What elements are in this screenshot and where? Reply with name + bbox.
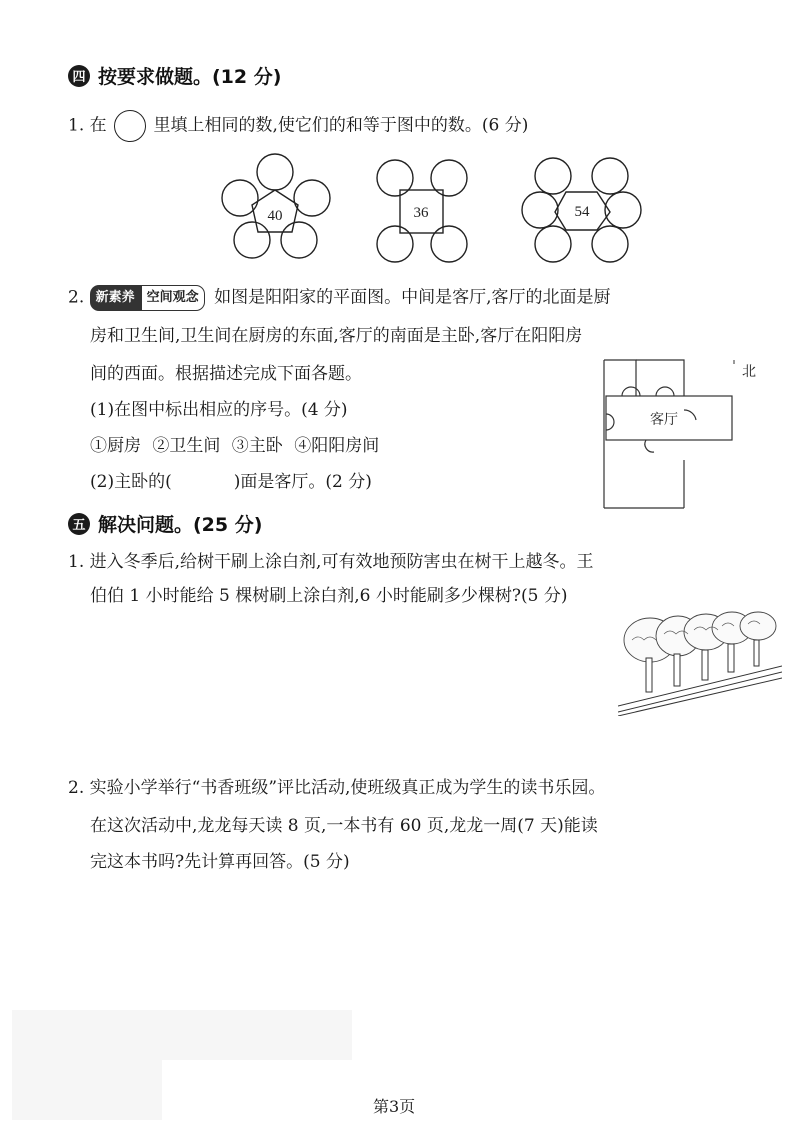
- question-4-1: [68, 110, 528, 142]
- pentagon-figure: [222, 154, 330, 258]
- question-text-before: 在: [89, 115, 107, 136]
- sub2-text-before: (2)主卧的(: [90, 472, 172, 492]
- blank-circle[interactable]: [431, 226, 467, 262]
- question-text-after: 里填上相同的数,使它们的和等于图中的数。(6 分): [153, 115, 529, 136]
- question-4-2-line2: 房和卫生间,卫生间在厨房的东面,客厅的南面是主卧,客厅在阳阳房: [90, 326, 583, 346]
- scan-shadow: [12, 1060, 162, 1120]
- scan-shadow: [12, 1010, 352, 1060]
- question-4-2-sub1: (1)在图中标出相应的序号。(4 分): [90, 400, 348, 420]
- north-label: 北: [742, 364, 756, 380]
- blank-circle[interactable]: [535, 226, 571, 262]
- living-room-label: 客厅: [650, 412, 678, 428]
- square-center-number: 36: [413, 205, 429, 221]
- blank-circle[interactable]: [592, 226, 628, 262]
- blank-circle[interactable]: [294, 180, 330, 216]
- spatial-concept-tag: 空间观念: [141, 285, 205, 311]
- section-title-text: 解决问题。(25 分): [98, 514, 263, 536]
- question-text: 进入冬季后,给树干刷上涂白剂,可有效地预防害虫在树干上越冬。王: [89, 552, 594, 572]
- blank-circle[interactable]: [281, 222, 317, 258]
- question-number: 1.: [68, 115, 85, 136]
- sub2-text-after: )面是客厅。(2 分): [233, 472, 372, 492]
- number-figures: [210, 150, 650, 270]
- blank-circle[interactable]: [234, 222, 270, 258]
- pentagon-center-number: 40: [267, 208, 283, 224]
- section-title-text: 按要求做题。(12 分): [98, 66, 282, 88]
- blank-circle[interactable]: [257, 154, 293, 190]
- question-number: 1.: [68, 552, 85, 572]
- blank-circle[interactable]: [535, 158, 571, 194]
- question-5-2-line2: 在这次活动中,龙龙每天读 8 页,一本书有 60 页,龙龙一周(7 天)能读: [90, 816, 598, 836]
- section-number-badge: 五: [68, 513, 90, 535]
- question-5-2-line1: [68, 776, 605, 800]
- blank-circle[interactable]: [592, 158, 628, 194]
- page-number: 第3页: [373, 1097, 416, 1116]
- question-4-2-line1: [68, 285, 610, 311]
- section-5-title: [68, 510, 262, 537]
- trees-illustration: [618, 610, 782, 716]
- question-number: 2.: [68, 287, 85, 308]
- floor-plan: [596, 352, 766, 512]
- blank-circle-icon: [114, 110, 146, 142]
- question-5-2-line3: 完这本书吗?先计算再回答。(5 分): [90, 852, 350, 872]
- section-number-badge: 四: [68, 65, 90, 87]
- question-5-1-line2: 伯伯 1 小时能给 5 棵树刷上涂白剂,6 小时能刷多少棵树?(5 分): [90, 586, 568, 606]
- question-5-1-line1: [68, 550, 593, 574]
- question-4-2-sub2: [90, 470, 372, 494]
- blank-circle[interactable]: [605, 192, 641, 228]
- blank-circle[interactable]: [522, 192, 558, 228]
- blank-circle[interactable]: [377, 226, 413, 262]
- question-text: 如图是阳阳家的平面图。中间是客厅,客厅的北面是厨: [214, 287, 611, 308]
- question-4-2-line3: 间的西面。根据描述完成下面各题。: [90, 364, 362, 384]
- new-literacy-tag: 新素养: [90, 285, 141, 311]
- question-text: 实验小学举行“书香班级”评比活动,使班级真正成为学生的读书乐园。: [89, 778, 606, 798]
- question-4-2-options: ①厨房 ②卫生间 ③主卧 ④阳阳房间: [90, 436, 380, 456]
- section-4-title: [68, 62, 281, 89]
- hexagon-center-number: 54: [574, 204, 590, 220]
- question-number: 2.: [68, 778, 85, 798]
